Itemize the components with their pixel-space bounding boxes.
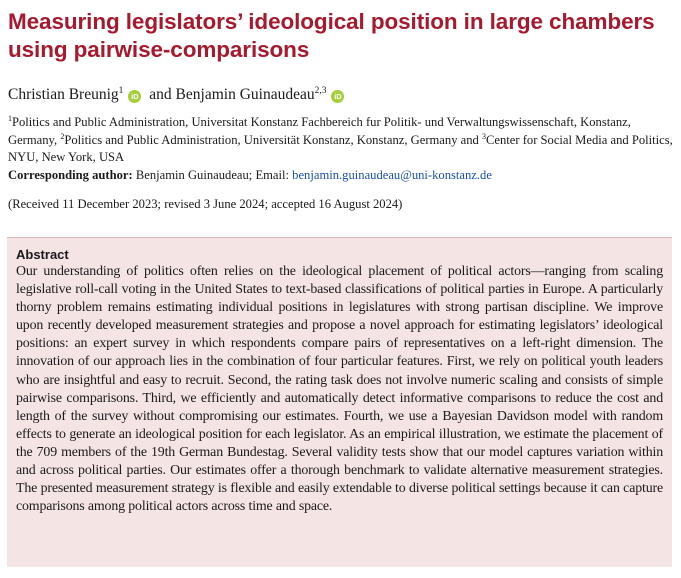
- author-affiliation-sup: 2,3: [314, 86, 327, 96]
- affiliation-sup: 3: [481, 131, 486, 141]
- orcid-icon[interactable]: iD: [128, 90, 141, 103]
- author-name: Christian Breunig: [8, 86, 119, 103]
- paper-title: Measuring legislators’ ideological position in large chambers using pairwise-comparisons: [8, 9, 655, 62]
- author-affiliation-sup: 1: [118, 86, 124, 96]
- orcid-icon[interactable]: iD: [331, 90, 344, 103]
- affiliations: [8, 114, 673, 167]
- affiliation-sup: 2: [60, 131, 65, 141]
- corresponding-label: Corresponding author:: [8, 167, 133, 182]
- author-name: Benjamin Guinaudeau: [175, 86, 315, 103]
- received-dates: (Received 11 December 2023; revised 3 June 2024; accepted 16 August 2024): [8, 197, 403, 211]
- affiliation-text: Politics and Public Administration, Universitat Konstanz Fachbereich fur Politik- und Verwaltungswissenschaft, Konstanz, Germany,: [8, 115, 631, 147]
- corresponding-author: [8, 167, 673, 185]
- affiliation-sup: 1: [8, 114, 12, 123]
- affiliation-text: Center for Social Media and Politics, NYU, New York, USA: [8, 132, 673, 164]
- email-link[interactable]: benjamin.guinaudeau@uni-konstanz.de: [292, 167, 492, 182]
- affiliation-text: Politics and Public Administration, Universität Konstanz, Konstanz, Germany and: [64, 132, 482, 147]
- abstract-heading: Abstract: [16, 247, 69, 262]
- abstract-box: [7, 237, 672, 567]
- author-line: [8, 86, 673, 104]
- abstract-body: Our understanding of politics often relies on the ideological placement of political actors—ranging from scaling legislative roll-call voting in the United States to text-based classifications of political parties in Europe. A particularly thorny problem remains estimating individual positions in legislatures with strong partisan discipline. We improve upon recently developed measurement strategies and propose a novel approach for estimating legislators’ ideological positions: an expert survey in which respondents compare pairs of representatives on a left-right dimension. The innovation of our approach lies in the combination of four particular features. First, we rely on political youth leaders who are insightful and easy to recruit. Second, the rating task does not involve numeric scaling and consists of simple pairwise comparisons. Third, we efficiently and automatically detect informative comparisons to reduce the cost and length of the survey without compromising our estimates. Fourth, we use a Bayesian Davidson model with random effects to generate an ideological position for each legislator. As an empirical illustration, we estimate the placement of the 709 members of the 19th German Bundestag. Several validity tests show that our model captures variation within and across political parties. Our estimates offer a thorough benchmark to validate alternative measurement strategies. The presented measurement strategy is flexible and easily extendable to diverse political settings because it can capture comparisons among political actors across time and space.: [16, 264, 663, 515]
- corresponding-name: Benjamin Guinaudeau; Email:: [135, 167, 290, 182]
- author-joiner: and: [149, 86, 172, 103]
